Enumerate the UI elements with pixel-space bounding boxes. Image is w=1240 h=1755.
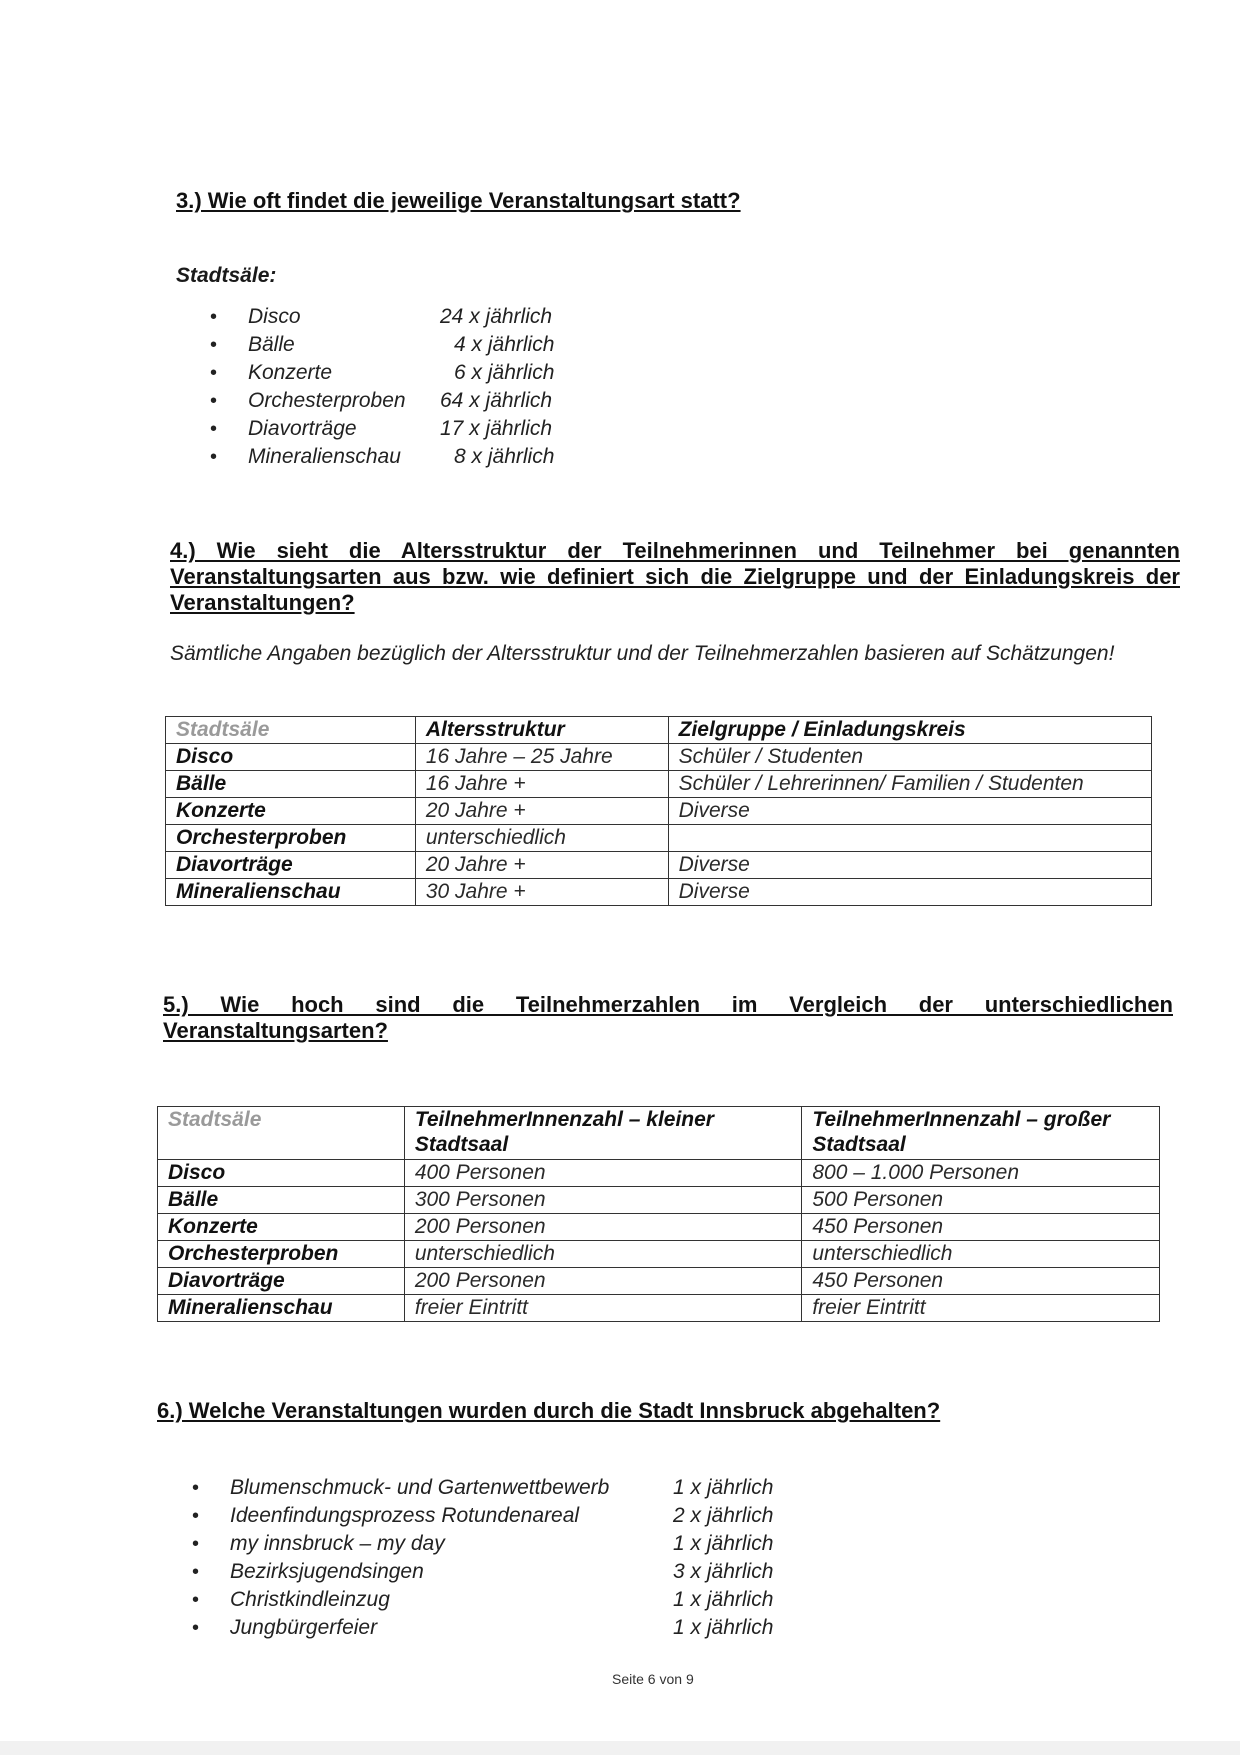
table-row	[166, 798, 1152, 825]
section-5-heading: 5.) Wie hoch sind die Teilnehmerzahlen im Vergleich der unterschiedlichen Veranstaltungsarten?	[163, 992, 1173, 1043]
item-label: • my innsbruck – my day	[230, 1532, 445, 1555]
row-label: Konzerte	[166, 798, 416, 825]
table-cell: 30 Jahre +	[415, 879, 668, 906]
item-label: • Mineralienschau	[248, 445, 401, 468]
section-3-subheading: Stadtsäle:	[176, 264, 277, 287]
table-row	[166, 879, 1152, 906]
table-row	[166, 744, 1152, 771]
list-item	[248, 359, 608, 387]
scan-edge	[0, 1741, 1240, 1755]
item-frequency: 17 x jährlich	[440, 417, 553, 440]
header-cell: TeilnehmerInnenzahl – kleiner Stadtsaal	[404, 1107, 802, 1160]
list-item	[230, 1558, 790, 1586]
item-frequency: 64 x jährlich	[440, 389, 553, 412]
item-frequency: 3 x jährlich	[673, 1560, 774, 1583]
table-cell: 800 – 1.000 Personen	[802, 1160, 1160, 1187]
list-item	[248, 331, 608, 359]
table-row	[158, 1214, 1160, 1241]
item-frequency: 4 x jährlich	[454, 333, 555, 356]
table-row	[166, 825, 1152, 852]
list-item	[248, 415, 608, 443]
row-label: Mineralienschau	[158, 1295, 405, 1322]
section-6-list	[230, 1474, 790, 1642]
item-label: • Christkindleinzug	[230, 1588, 390, 1611]
item-frequency: 1 x jährlich	[673, 1532, 774, 1555]
item-label: • Jungbürgerfeier	[230, 1616, 378, 1639]
row-label: Orchesterproben	[158, 1241, 405, 1268]
page-number: Seite 6 von 9	[612, 1671, 694, 1687]
table-cell: unterschiedlich	[404, 1241, 802, 1268]
table-cell: 500 Personen	[802, 1187, 1160, 1214]
table-cell: unterschiedlich	[802, 1241, 1160, 1268]
row-label: Bälle	[166, 771, 416, 798]
section-4-heading: 4.) Wie sieht die Altersstruktur der Teilnehmerinnen und Teilnehmer bei genannten Veranstaltungsarten aus bzw. wie definiert sich die Zielgruppe und der Einladungskreis der Veranstaltungen?	[170, 538, 1180, 615]
list-item	[230, 1502, 790, 1530]
table-cell: 200 Personen	[404, 1214, 802, 1241]
item-label: • Bezirksjugendsingen	[230, 1560, 424, 1583]
row-label: Bälle	[158, 1187, 405, 1214]
table-row	[166, 852, 1152, 879]
row-label: Konzerte	[158, 1214, 405, 1241]
item-frequency: 1 x jährlich	[673, 1588, 774, 1611]
item-label: • Konzerte	[248, 361, 333, 384]
table-cell: Schüler / Lehrerinnen/ Familien / Studenten	[668, 771, 1151, 798]
item-label: • Diavorträge	[248, 417, 357, 440]
item-label: • Orchesterproben	[248, 389, 406, 412]
table-cell: 450 Personen	[802, 1214, 1160, 1241]
item-label: • Blumenschmuck- und Gartenwettbewerb	[230, 1476, 610, 1499]
header-cell: Stadtsäle	[158, 1107, 405, 1160]
table-cell: 400 Personen	[404, 1160, 802, 1187]
list-item	[230, 1474, 790, 1502]
row-label: Diavorträge	[158, 1268, 405, 1295]
item-frequency: 24 x jährlich	[440, 305, 553, 328]
list-item	[248, 303, 608, 331]
list-item	[248, 387, 608, 415]
item-label: • Ideenfindungsprozess Rotundenareal	[230, 1504, 580, 1527]
table-cell: Diverse	[668, 879, 1151, 906]
item-label: • Bälle	[248, 333, 295, 356]
table-cell: 16 Jahre +	[415, 771, 668, 798]
table-cell: unterschiedlich	[415, 825, 668, 852]
header-cell: Altersstruktur	[415, 717, 668, 744]
item-frequency: 6 x jährlich	[454, 361, 555, 384]
header-cell: Stadtsäle	[166, 717, 416, 744]
table-cell	[668, 825, 1151, 852]
table-row	[158, 1295, 1160, 1322]
section-3-list	[248, 303, 608, 471]
item-frequency: 1 x jährlich	[673, 1616, 774, 1639]
table-cell: Schüler / Studenten	[668, 744, 1151, 771]
table-cell: 200 Personen	[404, 1268, 802, 1295]
row-label: Mineralienschau	[166, 879, 416, 906]
table-cell: 20 Jahre +	[415, 798, 668, 825]
age-structure-table	[165, 716, 1152, 906]
table-row	[158, 1241, 1160, 1268]
item-frequency: 1 x jährlich	[673, 1476, 774, 1499]
item-frequency: 2 x jährlich	[673, 1504, 774, 1527]
participant-count-table	[157, 1106, 1160, 1322]
table-cell: 16 Jahre – 25 Jahre	[415, 744, 668, 771]
table-cell: 300 Personen	[404, 1187, 802, 1214]
table-row	[166, 771, 1152, 798]
table-cell: 450 Personen	[802, 1268, 1160, 1295]
table-header-row	[158, 1107, 1160, 1160]
header-cell: Zielgruppe / Einladungskreis	[668, 717, 1151, 744]
section-3-heading: 3.) Wie oft findet die jeweilige Veranstaltungsart statt?	[176, 188, 741, 213]
table-row	[158, 1160, 1160, 1187]
item-label: • Disco	[248, 305, 301, 328]
row-label: Orchesterproben	[166, 825, 416, 852]
list-item	[230, 1614, 790, 1642]
list-item	[230, 1586, 790, 1614]
table-cell: Diverse	[668, 798, 1151, 825]
list-item	[248, 443, 608, 471]
estimation-note: Sämtliche Angaben bezüglich der Altersstruktur und der Teilnehmerzahlen basieren auf Schätzungen!	[170, 642, 1115, 665]
table-header-row	[166, 717, 1152, 744]
table-row	[158, 1187, 1160, 1214]
header-cell: TeilnehmerInnenzahl – großer Stadtsaal	[802, 1107, 1160, 1160]
row-label: Disco	[166, 744, 416, 771]
row-label: Disco	[158, 1160, 405, 1187]
row-label: Diavorträge	[166, 852, 416, 879]
table-cell: freier Eintritt	[802, 1295, 1160, 1322]
table-cell: 20 Jahre +	[415, 852, 668, 879]
section-6-heading: 6.) Welche Veranstaltungen wurden durch die Stadt Innsbruck abgehalten?	[157, 1398, 941, 1423]
item-frequency: 8 x jährlich	[454, 445, 555, 468]
table-row	[158, 1268, 1160, 1295]
list-item	[230, 1530, 790, 1558]
table-cell: freier Eintritt	[404, 1295, 802, 1322]
table-cell: Diverse	[668, 852, 1151, 879]
